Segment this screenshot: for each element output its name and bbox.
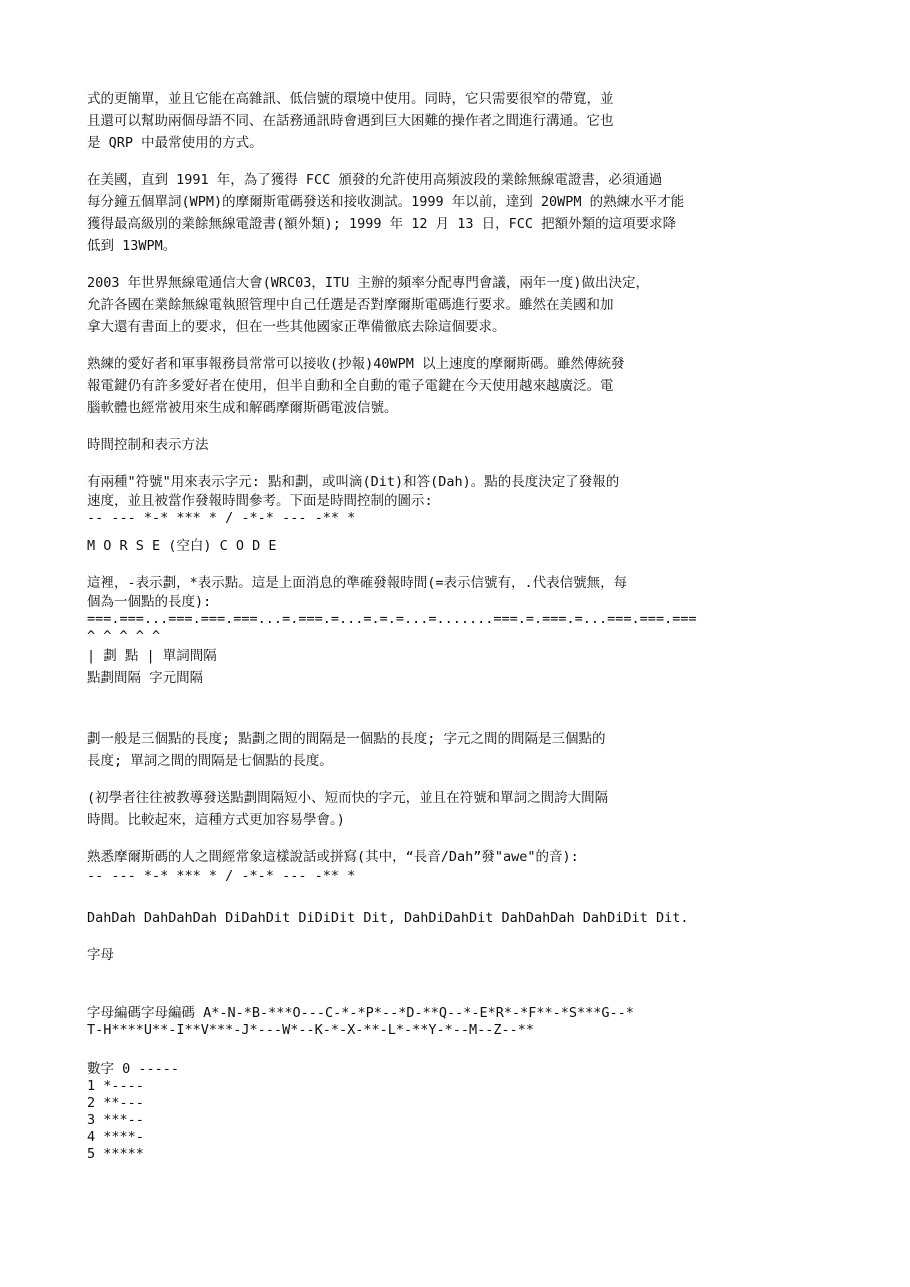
text-line: 拿大還有書面上的要求，但在一些其他國家正準備徹底去除這個要求。	[87, 319, 506, 335]
morse-code-line: -- --- *-* *** * / -*-* --- -** *	[87, 510, 356, 526]
timing-line: ===.===...===.===.===...=.===.=...=.=.=...=.......===.=.===.=...===.===.===	[87, 611, 697, 627]
digit-line: 2 **---	[87, 1095, 144, 1111]
digit-line: 1 *----	[87, 1078, 144, 1094]
text-line: 報電鍵仍有許多愛好者在使用，但半自動和全自動的電子電鍵在今天使用越來越廣泛。電	[87, 378, 614, 394]
text-line: 2003 年世界無線電通信大會(WRC03，ITU 主辦的頻率分配專門會議，兩年一度)做出決定，	[87, 275, 650, 291]
text-line: (初學者往往被教導發送點劃間隔短小、短而快的字元，並且在符號和單詞之間誇大間隔	[87, 790, 609, 806]
letters-line: T-H****U**-I**V***-J*---W*--K-*-X-**-L*-**Y-*--M--Z--**	[87, 1022, 535, 1038]
text-line: 熟悉摩爾斯碼的人之間經常象這樣說話或拼寫(其中，“長音/Dah”發"awe"的音):	[87, 849, 579, 865]
paragraph-beginners	[87, 787, 910, 831]
letters-line: 字母編碼字母編碼 A*-N-*B-***O---C-*-*P*--*D-**Q--*-E*R*-*F**-*S***G--*	[87, 1005, 634, 1021]
paragraph-wrc03	[87, 272, 910, 338]
legend-line: | 劃 點 | 單詞間隔	[87, 648, 217, 664]
text-line: 是 QRP 中最常使用的方式。	[87, 135, 263, 151]
letters-table	[87, 1005, 910, 1039]
paragraph-qrp	[87, 88, 910, 154]
heading-timing: 時間控制和表示方法	[87, 437, 209, 453]
digits-table	[87, 1061, 910, 1163]
paragraph-timing-diagram	[87, 572, 910, 689]
legend-line: 點劃間隔 字元間隔	[87, 670, 204, 686]
text-line: 有兩種"符號"用來表示字元: 點和劃，或叫滴(Dit)和答(Dah)。點的長度決定了發報的	[87, 474, 620, 490]
paragraph-operators	[87, 353, 910, 419]
text-line: 允許各國在業餘無線電執照管理中自己任選是否對摩爾斯電碼進行要求。雖然在美國和加	[87, 297, 614, 313]
paragraph-fcc	[87, 169, 910, 257]
text-line: 每分鐘五個單詞(WPM)的摩爾斯電碼發送和接收測試。1999 年以前，達到 20WPM 的熟練水平才能	[87, 194, 685, 210]
text-line: 獲得最高級別的業餘無線電證書(額外類); 1999 年 12 月 13 日，FCC 把額外類的這項要求降	[87, 216, 677, 232]
paragraph-lengths	[87, 728, 910, 772]
morse-spaced-line: M O R S E (空白) C O D E	[87, 538, 277, 554]
digit-line: 3 ***--	[87, 1112, 144, 1128]
text-line: 時間。比較起來，這種方式更加容易學會。)	[87, 812, 345, 828]
digit-line: 5 *****	[87, 1146, 144, 1162]
digit-line: 數字 0 -----	[87, 1061, 180, 1077]
text-line: 劃一般是三個點的長度; 點劃之間的間隔是一個點的長度; 字元之間的間隔是三個點的	[87, 731, 606, 747]
dahdit-line: DahDah DahDahDah DiDahDit DiDiDit Dit, DahDiDahDit DahDahDah DahDiDit Dit.	[87, 910, 689, 926]
morse-code-line: -- --- *-* *** * / -*-* --- -** *	[87, 868, 356, 884]
text-line: 長度; 單詞之間的間隔是七個點的長度。	[87, 753, 333, 769]
text-line: 腦軟體也經常被用來生成和解碼摩爾斯碼電波信號。	[87, 400, 398, 416]
paragraph-spoken	[87, 846, 910, 885]
digit-line: 4 ****-	[87, 1129, 144, 1145]
heading-letters: 字母	[87, 947, 114, 963]
text-line: 在美國，直到 1991 年，為了獲得 FCC 頒發的允許使用高頻波段的業餘無線電證書，必須通過	[87, 172, 663, 188]
text-line: 個為一個點的長度):	[87, 594, 212, 610]
paragraph-symbols	[87, 471, 910, 527]
text-line: 速度，並且被當作發報時間參考。下面是時間控制的圖示:	[87, 493, 433, 509]
text-line: 且還可以幫助兩個母語不同、在話務通訊時會遇到巨大困難的操作者之間進行溝通。它也	[87, 113, 614, 129]
text-line: 式的更簡單，並且它能在高雜訊、低信號的環境中使用。同時，它只需要很窄的帶寬，並	[87, 91, 614, 107]
text-line: 熟練的愛好者和軍事報務員常常可以接收(抄報)40WPM 以上速度的摩爾斯碼。雖然傳統發	[87, 356, 625, 372]
text-line: 低到 13WPM。	[87, 238, 177, 254]
caret-line: ^ ^ ^ ^ ^	[87, 628, 161, 644]
text-line: 這裡，-表示劃，*表示點。這是上面消息的準確發報時間(=表示信號有，.代表信號無，每	[87, 575, 628, 591]
